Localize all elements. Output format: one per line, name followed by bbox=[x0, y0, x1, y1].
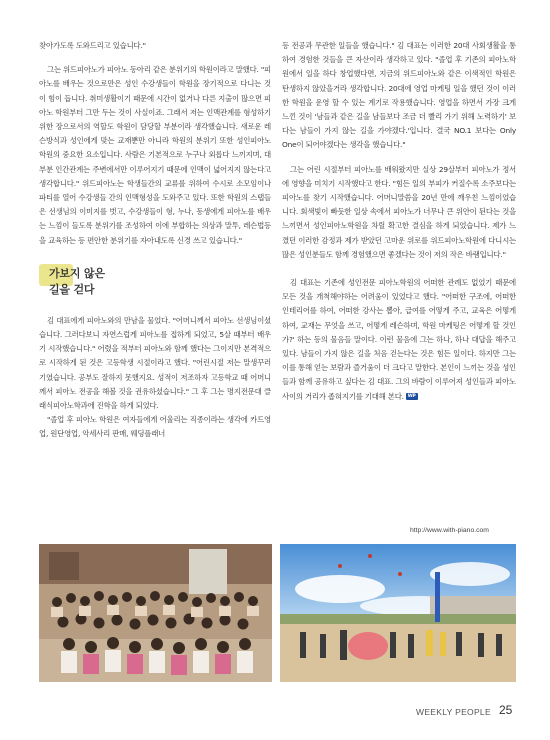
article-paragraph: "졸업 후 피아노 학원은 여자들에게 어울리는 직종이라는 생각에 카드영업, 원단영업, 악세사리 판매, 웨딩플래너 bbox=[39, 415, 271, 439]
article-paragraph: 등 전공과 무관한 일들을 했습니다." 김 대표는 이러한 20대 사회생활을 통하여 경험한 것들을 큰 자산이라 생각하고 있다. "졸업 후 기존의 피아노학원에서 일을 하다 창업했다면, 지금의 위드피아노와 같은 이색적인 학원은 탄생하지 않았을거라 생각합니다. 20대에 영업 마케팅 일을 했던 것이 이러한 학원을 운영 할 수 있는 계기로 작용했습니다. 영업을 하면서 가장 크게 느낀 것이 '남들과 같은 길을 남들보다 조금 더 빨리 가기 위해 노력하기' 보다는 남들이 가지 않는 길을 가야겠다.'입니다. 결국 NO.1 보다는 Only One이 되어야겠다는 생각을 했습니다." bbox=[282, 41, 516, 150]
article-paragraph bbox=[282, 276, 516, 404]
article-paragraph-text: 김 대표는 기존에 성인전문 피아노학원의 어떠한 관례도 없었기 때문에 모든 것을 개척해야하는 어려움이 있었다고 했다. "어떠한 구조에, 어떠한 인테리어를 하여, 어떠한 강사는 뽑아, 급여를 어떻게 주고, 교육은 어떻게 하여, 교재는 무엇을 쓰고, 어떻게 레슨하며, 학원 마케팅은 어떻게 할 것인가?' 하는 등의 물음들 말이다. 이런 물음에 그는 하나, 하나 대답을 해주고 있다. 남들이 가지 않은 길을 처음 걷는다는 것은 힘든 일이다. 하지만 그는 이를 통해 얻는 보람과 즐거움이 더 크다고 말한다. 본인이 느끼는 것을 성인들과 함께 공유하고 싶다는 김 대표. 그의 바람이 이루어져 성인들과 피아노 사이의 거리가 좁혀지기를 기대해 본다. bbox=[282, 278, 516, 401]
article-paragraph: 그는 어린 시절부터 피아노를 배워왔지만 실상 29살부터 피아노가 정서에 영향을 미치기 시작했다고 한다. "힘든 일의 부피가 커질수록 소주보다는 피아노를 찾기 시작했습니다. 어머니말씀을 20년 만에 깨우친 느낌이었습니다. 회색빛이 빠듯한 일상 속에서 피아노가 너무나 큰 위안이 된다는 것을 느끼면서 성인피아노학원을 차릴 확고한 결심을 하게 되었습니다. 제가 느꼈던 이러한 감정과 제가 받았던 고마운 위로를 위드피아노학원에 다니시는 많은 성인분들도 함께 경험했으면 좋겠다는 것이 저의 작은 바램입니다." bbox=[282, 164, 516, 259]
group-photo-illustration bbox=[39, 544, 272, 682]
subheading-line-1: 가보지 않은 bbox=[49, 266, 105, 280]
end-of-article-badge: WP bbox=[407, 394, 416, 400]
article-paragraph: 김 대표에게 피아노와의 만남을 물었다. "어머니께서 피아노 선생님이셨습니다. 그러다보니 자연스럽게 피아노를 접하게 되었고, 5살 때부터 배우기 시작했습니다." 어렸을 적부터 피아노와 함께 했다는 그이지만 본격적으로 시작하게 된 것은 고등학생 시절이라고 했다. "어린시절 저는 말생꾸러기였습니다. 공부도 잘하지 못했지요. 성적이 저조하자 고등학교 때 어머니께서 피아노 전공을 해볼 것을 권유하셨습니다." 그 후 그는 명지전문대 클래식피아노학과에 진학을 하게 되었다. bbox=[39, 315, 271, 411]
article-paragraph: 찾아가도록 도와드리고 있습니다." bbox=[39, 41, 146, 50]
outdoor-photo-illustration bbox=[280, 544, 516, 682]
group-photo bbox=[39, 544, 272, 682]
page-number: 25 bbox=[499, 703, 513, 717]
subheading-line-2: 길을 걷다 bbox=[49, 282, 95, 296]
article-right-column bbox=[282, 39, 516, 404]
magazine-name: WEEKLY PEOPLE bbox=[416, 707, 491, 717]
article-paragraph: 그는 위드피아노가 피아노 동아리 같은 분위기의 학원이라고 말했다. "피아노를 배우는 것으로만은 성인 수강생들이 학원을 장기적으로 다니는 것이 힘이 듭니다. 취미생활이기 때문에 시간이 없거나 다른 지출이 많으면 피아노 학원부터 그만 두는 것이 사실이죠. 그래서 저는 인맥관계를 형성하기 위한 장으로서의 역할도 학원이 담당할 부분이라 생각했습니다. 새로운 레슨방식과 성인에게 맞는 교재뿐만 아니라 학원의 분위기 또한 성인피아노 학원의 중요한 요소입니다. 사람은 기본적으로 누구나 외롭다 느끼지며, 대부분 인간관계는 주변에서만 이루어지기 때문에 인맥이 넓어지지 않는다고 생각합니다." 위드피아노는 학생들간의 교류를 위하여 수시로 소모임이나 파티를 열어 수강생들 간의 인맥형성을 도와주고 있다. 또한 학원의 스탭들은 선생님의 이미지를 벗고, 수강생들이 형, 누나, 동생에게 피아노를 배우는 느낌이 들도록 분위기를 조성하여 이에 부합하는 의상과 말투, 레슨법등을 교육하는 등 편안한 분위기를 자아내도록 신경 쓰고 있습니다." bbox=[39, 65, 271, 245]
website-url: http://www.with-piano.com bbox=[410, 527, 489, 534]
outdoor-photo bbox=[280, 544, 516, 682]
section-subheading bbox=[49, 266, 271, 298]
article-left-column bbox=[39, 39, 271, 442]
